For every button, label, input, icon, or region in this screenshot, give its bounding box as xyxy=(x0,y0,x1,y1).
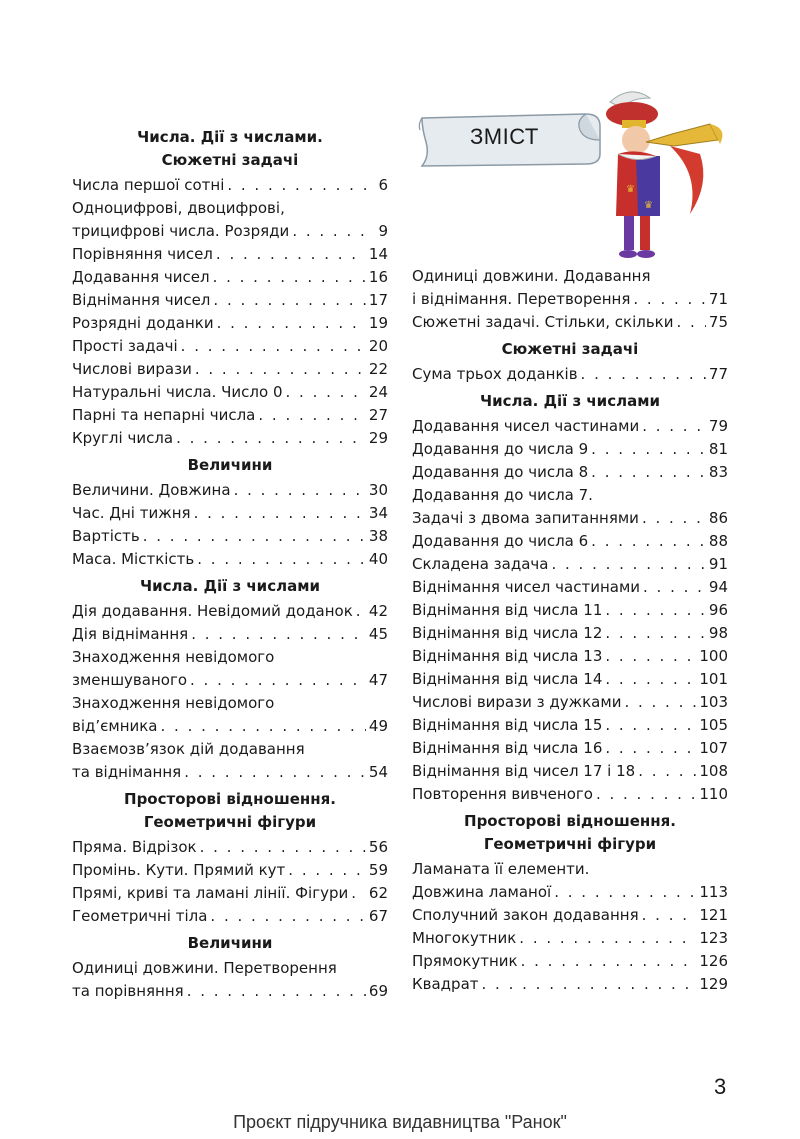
toc-entry[interactable] xyxy=(72,312,388,335)
toc-entry-title-line: і віднімання. Перетворення xyxy=(412,290,631,308)
dot-leader xyxy=(191,623,366,646)
toc-entry-title-line: Квадрат xyxy=(412,975,479,993)
toc-entry-page: 103 xyxy=(699,693,728,711)
toc-entry[interactable] xyxy=(72,358,388,381)
toc-entry[interactable] xyxy=(72,692,388,738)
toc-entry[interactable] xyxy=(412,858,728,904)
dot-leader xyxy=(605,622,706,645)
toc-entry-title-line: Додавання до числа 9 xyxy=(412,440,589,458)
toc-entry-title-line: Парні та непарні числа xyxy=(72,406,256,424)
toc-entry-page: 34 xyxy=(368,504,388,522)
dot-leader xyxy=(161,715,366,738)
toc-entry-title-line: трицифрові числа. Розряди xyxy=(72,222,290,240)
section-heading xyxy=(72,788,388,834)
toc-entry-page: 105 xyxy=(699,716,728,734)
section-heading xyxy=(72,126,388,172)
toc-entry[interactable] xyxy=(72,859,388,882)
dot-leader xyxy=(288,859,366,882)
page-number: 3 xyxy=(714,1074,727,1099)
toc-entry[interactable] xyxy=(72,174,388,197)
toc-entry[interactable] xyxy=(412,622,728,645)
toc-entry-page: 30 xyxy=(368,481,388,499)
toc-entry-page: 62 xyxy=(368,884,388,902)
dot-leader xyxy=(521,950,697,973)
toc-entry-title-line: Віднімання від числа 14 xyxy=(412,670,603,688)
toc-entry-title-line: Одноцифрові, двоцифрові, xyxy=(72,199,285,217)
section-heading-line: Сюжетні задачі xyxy=(501,340,639,358)
toc-entry-title-line: та віднімання xyxy=(72,763,182,781)
toc-entry-title-line: Прості задачі xyxy=(72,337,178,355)
toc-entry[interactable] xyxy=(72,243,388,266)
toc-entry-title-line: Складена задача xyxy=(412,555,549,573)
toc-entry-page: 17 xyxy=(368,291,388,309)
toc-entry-title-line: Круглі числа xyxy=(72,429,174,447)
toc-entry[interactable] xyxy=(412,737,728,760)
toc-entry[interactable] xyxy=(72,882,388,905)
section-heading xyxy=(412,390,728,413)
toc-entry-title-line: Числа першої сотні xyxy=(72,176,225,194)
dot-leader xyxy=(605,645,696,668)
toc-entry[interactable] xyxy=(72,600,388,623)
dot-leader xyxy=(554,881,696,904)
toc-entry-title-line: Віднімання від чисел 17 і 18 xyxy=(412,762,636,780)
dot-leader xyxy=(195,358,366,381)
section-heading-line: Сюжетні задачі xyxy=(161,151,299,169)
toc-entry[interactable] xyxy=(72,381,388,404)
section-heading xyxy=(412,338,728,361)
toc-entry-title-line: Віднімання від числа 13 xyxy=(412,647,603,665)
toc-entry-page: 98 xyxy=(708,624,728,642)
toc-entry-title-line: Величини. Довжина xyxy=(72,481,231,499)
dot-leader xyxy=(286,381,366,404)
toc-entry-title-line: Одиниці довжини. Перетворення xyxy=(72,959,337,977)
toc-entry-title-line: Порівняння чисел xyxy=(72,245,213,263)
toc-entry[interactable] xyxy=(412,576,728,599)
dot-leader xyxy=(605,599,706,622)
section-heading-line: Числа. Дії з числами. xyxy=(137,128,323,146)
toc-entry-title-line: Вартість xyxy=(72,527,140,545)
toc-entry[interactable] xyxy=(412,904,728,927)
toc-entry-page: 123 xyxy=(699,929,728,947)
toc-entry-title-line: Одиниці довжини. Додавання xyxy=(412,267,651,285)
toc-entry-page: 45 xyxy=(368,625,388,643)
toc-entry-page: 59 xyxy=(368,861,388,879)
toc-entry-title-line: Додавання до числа 6 xyxy=(412,532,589,550)
dot-leader xyxy=(605,737,696,760)
toc-entry[interactable] xyxy=(412,668,728,691)
toc-entry[interactable] xyxy=(72,266,388,289)
toc-entry-page: 126 xyxy=(699,952,728,970)
toc-entry-title-line: Розрядні доданки xyxy=(72,314,214,332)
toc-entry-page: 16 xyxy=(368,268,388,286)
toc-entry-title-line: Повторення вивченого xyxy=(412,785,593,803)
toc-entry[interactable] xyxy=(412,927,728,950)
dot-leader xyxy=(482,973,697,996)
toc-entry[interactable] xyxy=(412,599,728,622)
toc-entry-page: 56 xyxy=(368,838,388,856)
toc-entry-title-line: Час. Дні тижня xyxy=(72,504,191,522)
toc-entry[interactable] xyxy=(412,484,728,530)
toc-entry[interactable] xyxy=(412,973,728,996)
toc-entry-page: 27 xyxy=(368,406,388,424)
toc-entry-title-line: Дія додавання. Невідомий доданок xyxy=(72,602,353,620)
toc-entry-title-line: Сюжетні задачі. Стільки, скільки xyxy=(412,313,674,331)
toc-entry-page: 121 xyxy=(699,906,728,924)
toc-entry-page: 88 xyxy=(708,532,728,550)
toc-entry[interactable] xyxy=(412,530,728,553)
toc-entry-title-line: Віднімання від числа 15 xyxy=(412,716,603,734)
dot-leader xyxy=(605,668,696,691)
dot-leader xyxy=(643,576,706,599)
toc-entry-title-line: Прямокутник xyxy=(412,952,518,970)
section-heading-line: Просторові відношення. xyxy=(464,812,676,830)
toc-entry-title-line: Натуральні числа. Число 0 xyxy=(72,383,283,401)
toc-entry-title-line: Віднімання від числа 11 xyxy=(412,601,603,619)
toc-entry[interactable] xyxy=(72,502,388,525)
toc-entry-page: 49 xyxy=(368,717,388,735)
toc-entry-title-line: Знаходження невідомого xyxy=(72,694,275,712)
toc-entry-page: 20 xyxy=(368,337,388,355)
toc-entry-page: 129 xyxy=(699,975,728,993)
toc-entry-page: 22 xyxy=(368,360,388,378)
dot-leader xyxy=(676,311,705,334)
toc-entry-page: 19 xyxy=(368,314,388,332)
toc-entry[interactable] xyxy=(72,836,388,859)
toc-entry-page: 79 xyxy=(708,417,728,435)
section-heading-line: Числа. Дії з числами xyxy=(140,577,320,595)
section-heading-line: Геометричні фігури xyxy=(483,835,657,853)
toc-entry[interactable] xyxy=(72,404,388,427)
toc-entry-page: 110 xyxy=(699,785,728,803)
dot-leader xyxy=(642,415,706,438)
toc-entry-page: 54 xyxy=(368,763,388,781)
toc-entry-title-line: Віднімання чисел xyxy=(72,291,211,309)
toc-entry-title-line: Геометричні тіла xyxy=(72,907,208,925)
toc-entry-page: 40 xyxy=(368,550,388,568)
toc-entry-page: 96 xyxy=(708,601,728,619)
toc-entry-title-line: Сума трьох доданків xyxy=(412,365,578,383)
dot-leader xyxy=(642,507,706,530)
toc-entry-page: 77 xyxy=(708,365,728,383)
toc-entry[interactable] xyxy=(412,950,728,973)
toc-entry-page: 9 xyxy=(378,222,388,240)
toc-entry[interactable] xyxy=(412,415,728,438)
dot-leader xyxy=(633,288,706,311)
toc-entry[interactable] xyxy=(412,363,728,386)
toc-entry-title-line: від’ємника xyxy=(72,717,158,735)
toc-entry-title-line: Додавання до числа 7. xyxy=(412,486,593,504)
toc-entry-page: 91 xyxy=(708,555,728,573)
toc-entry[interactable] xyxy=(412,461,728,484)
dot-leader xyxy=(356,600,366,623)
toc-entry[interactable] xyxy=(412,691,728,714)
dot-leader xyxy=(194,502,366,525)
toc-entry-title-line: Задачі з двома запитаннями xyxy=(412,509,639,527)
toc-entry-title-line: Сполучний закон додавання xyxy=(412,906,639,924)
toc-entry-title-line: Прямі, криві та ламані лінії. Фігури xyxy=(72,884,349,902)
toc-entry-title-line: Промінь. Кути. Прямий кут xyxy=(72,861,286,879)
dot-leader xyxy=(217,312,366,335)
toc-entry-title-line: Довжина ламаної xyxy=(412,883,552,901)
toc-entry-title-line: зменшуваного xyxy=(72,671,188,689)
dot-leader xyxy=(190,669,366,692)
dot-leader xyxy=(292,220,367,243)
toc-entry[interactable] xyxy=(412,760,728,783)
toc-entry-page: 113 xyxy=(699,883,728,901)
toc-entry[interactable] xyxy=(72,957,388,1003)
section-heading-line: Величини xyxy=(187,934,273,952)
toc-entry-page: 107 xyxy=(699,739,728,757)
svg-text:♛: ♛ xyxy=(644,200,653,211)
dot-leader xyxy=(187,980,366,1003)
toc-entry[interactable] xyxy=(412,714,728,737)
dot-leader xyxy=(234,479,366,502)
dot-leader xyxy=(596,783,696,806)
toc-entry-page: 69 xyxy=(368,982,388,1000)
dot-leader xyxy=(197,548,366,571)
toc-entry-page: 6 xyxy=(378,176,388,194)
dot-leader xyxy=(184,761,366,784)
toc-entry[interactable] xyxy=(412,438,728,461)
toc-entry-title-line: Дія віднімання xyxy=(72,625,189,643)
dot-leader xyxy=(591,530,706,553)
toc-entry[interactable] xyxy=(72,289,388,312)
toc-entry[interactable] xyxy=(72,427,388,450)
section-heading xyxy=(72,454,388,477)
toc-entry[interactable] xyxy=(72,905,388,928)
toc-entry-page: 67 xyxy=(368,907,388,925)
dot-leader xyxy=(351,882,366,905)
section-heading xyxy=(412,810,728,856)
toc-entry-title-line: Знаходження невідомого xyxy=(72,648,275,666)
toc-entry-title-line: Маса. Місткість xyxy=(72,550,195,568)
dot-leader xyxy=(638,760,696,783)
dot-leader xyxy=(642,904,697,927)
toc-entry[interactable] xyxy=(412,645,728,668)
dot-leader xyxy=(200,836,366,859)
toc-entry-title-line: Додавання чисел xyxy=(72,268,210,286)
toc-entry-page: 101 xyxy=(699,670,728,688)
toc-entry[interactable] xyxy=(412,311,728,334)
toc-entry-page: 108 xyxy=(699,762,728,780)
dot-leader xyxy=(519,927,696,950)
toc-entry-page: 94 xyxy=(708,578,728,596)
toc-entry[interactable] xyxy=(72,479,388,502)
section-heading-line: Числа. Дії з числами xyxy=(480,392,660,410)
toc-entry-page: 47 xyxy=(368,671,388,689)
dot-leader xyxy=(258,404,366,427)
dot-leader xyxy=(227,174,367,197)
toc-entry-page: 100 xyxy=(699,647,728,665)
toc-entry[interactable] xyxy=(72,197,388,243)
toc-right-column xyxy=(412,265,728,996)
toc-entry-title-line: Многокутник xyxy=(412,929,517,947)
section-heading-line: Величини xyxy=(187,456,273,474)
herald-trumpeter-illustration xyxy=(560,84,750,264)
contents-title: ЗМІСТ xyxy=(470,124,539,149)
toc-entry-title-line: Взаємозв’язок дій додавання xyxy=(72,740,305,758)
toc-entry-page: 81 xyxy=(708,440,728,458)
toc-entry-page: 38 xyxy=(368,527,388,545)
toc-entry[interactable] xyxy=(412,783,728,806)
toc-entry-title-line: Числові вирази xyxy=(72,360,192,378)
toc-entry-title-line: Ламаната її елементи. xyxy=(412,860,590,878)
toc-entry[interactable] xyxy=(72,646,388,692)
toc-entry[interactable] xyxy=(72,623,388,646)
toc-entry[interactable] xyxy=(412,553,728,576)
dot-leader xyxy=(551,553,705,576)
toc-entry-page: 14 xyxy=(368,245,388,263)
toc-entry-title-line: Віднімання від числа 12 xyxy=(412,624,603,642)
toc-left-column xyxy=(72,122,388,1003)
dot-leader xyxy=(213,266,366,289)
toc-entry-title-line: Віднімання чисел частинами xyxy=(412,578,641,596)
dot-leader xyxy=(181,335,366,358)
dot-leader xyxy=(605,714,696,737)
dot-leader xyxy=(591,461,706,484)
section-heading xyxy=(72,932,388,955)
dot-leader xyxy=(624,691,696,714)
toc-entry[interactable] xyxy=(72,335,388,358)
dot-leader xyxy=(210,905,366,928)
toc-entry-title-line: та порівняння xyxy=(72,982,184,1000)
dot-leader xyxy=(591,438,706,461)
svg-text:♛: ♛ xyxy=(626,184,635,195)
section-heading-line: Просторові відношення. xyxy=(124,790,336,808)
toc-entry-page: 24 xyxy=(368,383,388,401)
dot-leader xyxy=(581,363,706,386)
toc-entry-page: 29 xyxy=(368,429,388,447)
toc-entry-page: 42 xyxy=(368,602,388,620)
toc-entry-page: 83 xyxy=(708,463,728,481)
dot-leader xyxy=(176,427,366,450)
toc-entry[interactable] xyxy=(412,265,728,311)
section-heading-line: Геометричні фігури xyxy=(143,813,317,831)
toc-entry-page: 86 xyxy=(708,509,728,527)
dot-leader xyxy=(143,525,366,548)
toc-entry-title-line: Пряма. Відрізок xyxy=(72,838,197,856)
toc-entry-page: 75 xyxy=(708,313,728,331)
toc-entry[interactable] xyxy=(72,548,388,571)
toc-entry[interactable] xyxy=(72,738,388,784)
toc-entry-page: 71 xyxy=(708,290,728,308)
dot-leader xyxy=(213,289,366,312)
dot-leader xyxy=(216,243,366,266)
section-heading xyxy=(72,575,388,598)
toc-entry-title-line: Додавання чисел частинами xyxy=(412,417,640,435)
toc-entry-title-line: Числові вирази з дужками xyxy=(412,693,622,711)
footer-caption: Проєкт підручника видавництва "Ранок" xyxy=(233,1112,567,1132)
toc-entry[interactable] xyxy=(72,525,388,548)
toc-entry-title-line: Додавання до числа 8 xyxy=(412,463,589,481)
toc-entry-title-line: Віднімання від числа 16 xyxy=(412,739,603,757)
